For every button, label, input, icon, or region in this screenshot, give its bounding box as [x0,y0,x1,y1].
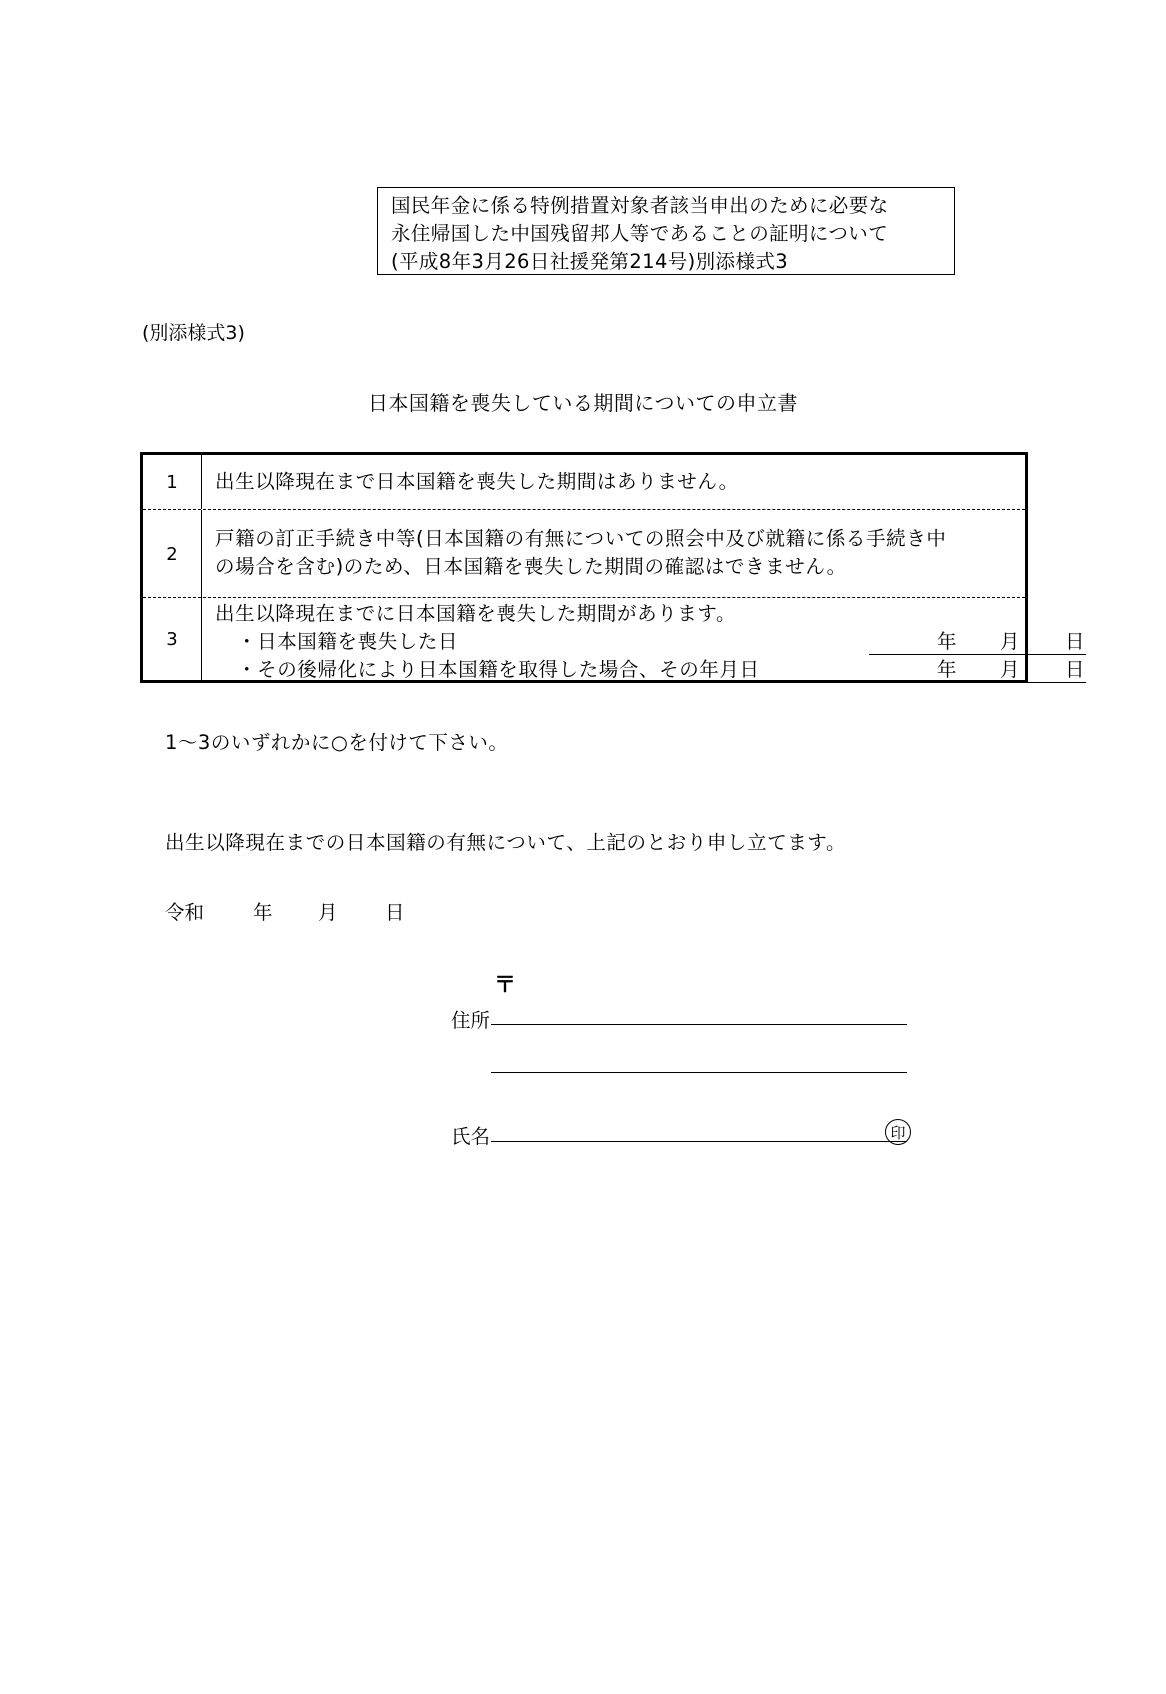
option-line: 出生以降現在まで日本国籍を喪失した期間はありません。 [215,470,739,493]
option-line: 戸籍の訂正手続き中等(日本国籍の有無についての照会中及び就籍に係る手続き中 [215,527,947,550]
column-divider [201,510,202,598]
declaration-text: 出生以降現在までの日本国籍の有無について、上記のとおり申し立てます。 [165,831,847,854]
loss-date-field[interactable] [869,628,1086,655]
header-line-2: 永住帰国した中国残留邦人等であることの証明について [391,222,889,245]
address-field-line-1[interactable] [491,1024,907,1025]
option-number[interactable]: 3 [166,629,178,650]
column-divider [201,455,202,509]
postal-mark: 〒 [494,973,517,998]
naturalization-date-field[interactable] [869,656,1086,683]
year-unit: 年 [253,901,273,924]
loss-date-label: ・日本国籍を喪失した日 [237,630,459,653]
seal-mark: 印 [885,1119,911,1145]
option-text [215,600,1086,684]
column-divider [201,598,202,681]
option-row-3[interactable] [143,597,1086,681]
option-text [215,468,1019,496]
document-title: 日本国籍を喪失している期間についての申立書 [367,391,799,415]
option-number[interactable]: 1 [166,471,178,493]
month-unit: 月 [1000,630,1021,653]
option-line: の場合を含む)のため、日本国籍を喪失した期間の確認はできません。 [215,555,847,578]
header-reference-box [377,187,955,275]
option-row-2[interactable] [143,509,1025,598]
option-number[interactable]: 2 [166,543,178,565]
option-row-1[interactable] [143,455,1025,509]
option-line: 出生以降現在までに日本国籍を喪失した期間があります。 [215,602,737,625]
year-unit: 年 [937,630,958,653]
year-unit: 年 [937,658,958,681]
month-unit: 月 [1000,658,1021,681]
option-text [215,525,1019,581]
instruction-note: 1～3のいずれかに○を付けて下さい。 [165,731,509,754]
loss-date-item [215,628,1086,656]
address-field-line-2[interactable] [491,1072,907,1073]
address-label: 住所 [451,1009,491,1032]
month-unit: 月 [318,901,338,924]
naturalization-date-label: ・その後帰化により日本国籍を取得した場合、その年月日 [237,658,760,681]
day-unit: 日 [1065,658,1086,681]
header-line-1: 国民年金に係る特例措置対象者該当申出のために必要な [391,194,889,217]
era-label: 令和 [165,901,205,924]
header-line-3: (平成8年3月26日社援発第214号)別添様式3 [391,250,789,273]
day-unit: 日 [385,901,405,924]
day-unit: 日 [1065,630,1086,653]
naturalization-date-item [215,656,1086,684]
form-style-label: (別添様式3) [142,322,245,344]
name-label: 氏名 [451,1125,491,1148]
name-field-line[interactable] [491,1141,907,1142]
options-table [140,452,1086,683]
